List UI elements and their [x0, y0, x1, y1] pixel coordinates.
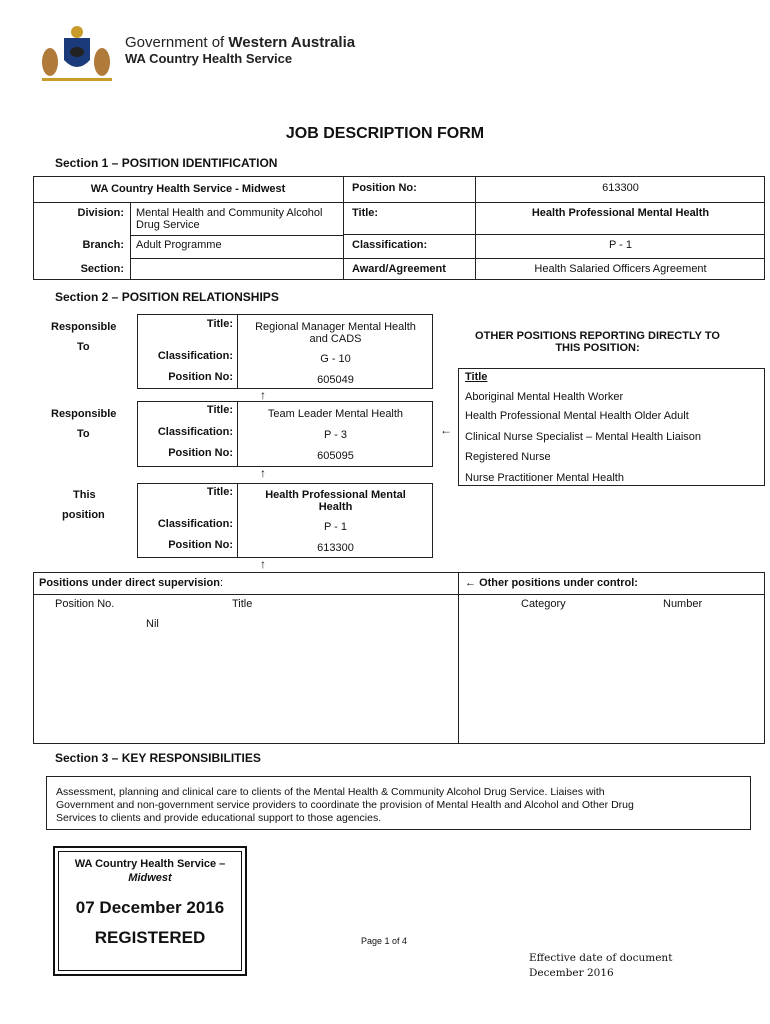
self-classification-label: Classification:: [157, 518, 233, 530]
other-position-item: Aboriginal Mental Health Worker: [465, 391, 624, 403]
org-name: WA Country Health Service - Midwest: [90, 183, 286, 195]
leader-title: Team Leader Mental Health: [267, 408, 404, 420]
leader-title-label: Title:: [206, 404, 233, 416]
responsibilities-text-l1: Assessment, planning and clinical care to clients of the Mental Health & Community Alcohol Drug Service. Liaises with: [56, 786, 605, 798]
col-title: Title: [232, 598, 253, 610]
manager-position-no: 605049: [317, 374, 354, 386]
page-number: Page 1 of 4: [361, 936, 408, 946]
section2-heading: Section 2 – POSITION RELATIONSHIPS: [55, 290, 279, 304]
leader-position-no-label: Position No:: [168, 447, 233, 459]
section1-heading: Section 1 – POSITION IDENTIFICATION: [55, 156, 278, 170]
other-control-heading: [465, 577, 638, 589]
stamp-status: REGISTERED: [94, 928, 206, 947]
this-label: This: [73, 489, 96, 501]
col-position-no: Position No.: [55, 598, 115, 610]
gov-prefix: Government of: [125, 34, 229, 51]
arrow-up-icon: ↑: [260, 466, 266, 480]
supervision-colon: :: [219, 577, 223, 589]
stamp-date: 07 December 2016: [75, 898, 225, 917]
classification-label: Classification:: [352, 239, 428, 251]
award-value: Health Salaried Officers Agreement: [534, 263, 707, 275]
arrow-up-icon: ↑: [260, 557, 266, 571]
effective-date-value: December 2016: [529, 967, 614, 979]
title-label: Title:: [352, 207, 379, 219]
leader-position-no: 605095: [317, 450, 354, 462]
responsibilities-text-l3: Services to clients and provide educational support to those agencies.: [56, 812, 382, 824]
leader-classification-label: Classification:: [157, 426, 233, 438]
position-no-value: 613300: [602, 182, 639, 194]
responsible-label-2: Responsible: [51, 408, 117, 420]
leader-classification: P - 3: [323, 429, 348, 441]
self-title-l1: Health Professional Mental: [265, 489, 406, 501]
award-label: Award/Agreement: [352, 263, 446, 275]
division-value-l2: Drug Service: [136, 219, 200, 231]
other-position-item: Nurse Practitioner Mental Health: [465, 472, 624, 484]
arrow-left-icon: ←: [465, 577, 480, 589]
stamp-line1: WA Country Health Service –: [74, 858, 226, 870]
other-positions-heading-l1: OTHER POSITIONS REPORTING DIRECTLY TO: [475, 330, 720, 342]
supervision-heading: [39, 577, 223, 589]
other-position-item: Registered Nurse: [465, 451, 551, 463]
classification-value: P - 1: [608, 239, 633, 251]
stamp-line2: Midwest: [128, 872, 172, 884]
manager-title-l1: Regional Manager Mental Health: [255, 321, 416, 333]
to-label-1: To: [77, 341, 90, 353]
branch-value: Adult Programme: [136, 239, 222, 251]
branch-label: Branch:: [82, 239, 124, 251]
self-classification: P - 1: [323, 521, 348, 533]
title-value: Health Professional Mental Health: [531, 207, 710, 219]
manager-classification: G - 10: [320, 353, 351, 365]
arrow-left-icon: ←: [440, 423, 452, 437]
arrow-up-icon: ↑: [260, 388, 266, 402]
col-category: Category: [521, 598, 566, 610]
service-name: WA Country Health Service: [125, 51, 293, 66]
gov-state: Western Australia: [228, 34, 356, 51]
division-value-l1: Mental Health and Community Alcohol: [136, 207, 323, 219]
page-title: JOB DESCRIPTION FORM: [285, 125, 485, 142]
supervision-table: [33, 572, 765, 744]
nil-value: Nil: [146, 618, 159, 630]
other-positions-heading-l2: THIS POSITION:: [555, 342, 640, 354]
government-title: [125, 34, 355, 51]
manager-classification-label: Classification:: [157, 350, 233, 362]
other-positions-box: [458, 368, 765, 486]
manager-title-l2: and CADS: [309, 333, 362, 345]
position-label: position: [62, 509, 105, 521]
self-title-label: Title:: [206, 486, 233, 498]
manager-position-no-label: Position No:: [168, 371, 233, 383]
section-label: Section:: [80, 263, 124, 275]
section3-heading: Section 3 – KEY RESPONSIBILITIES: [55, 751, 261, 765]
to-label-2: To: [77, 428, 90, 440]
other-position-item: Health Professional Mental Health Older Adult: [465, 410, 689, 422]
responsibilities-text-l2: Government and non-government service providers to coordinate the provision of Mental Health and Alcohol and Other Drug: [56, 799, 634, 811]
other-title-label: Title: [465, 371, 488, 383]
self-position-no-label: Position No:: [168, 539, 233, 551]
manager-title-label: Title:: [206, 318, 233, 330]
other-position-item: Clinical Nurse Specialist – Mental Health Liaison: [465, 431, 702, 443]
col-number: Number: [663, 598, 703, 610]
self-position-no: 613300: [317, 542, 354, 554]
effective-date-label: Effective date of document: [529, 952, 673, 964]
division-label: Division:: [77, 207, 124, 219]
responsible-label-1: Responsible: [51, 321, 117, 333]
crest-logo: [36, 24, 118, 84]
other-control-label: Other positions under control:: [479, 577, 638, 589]
self-title-l2: Health: [318, 501, 353, 513]
supervision-label: Positions under direct supervision: [39, 577, 220, 589]
position-no-label: Position No:: [352, 182, 417, 194]
